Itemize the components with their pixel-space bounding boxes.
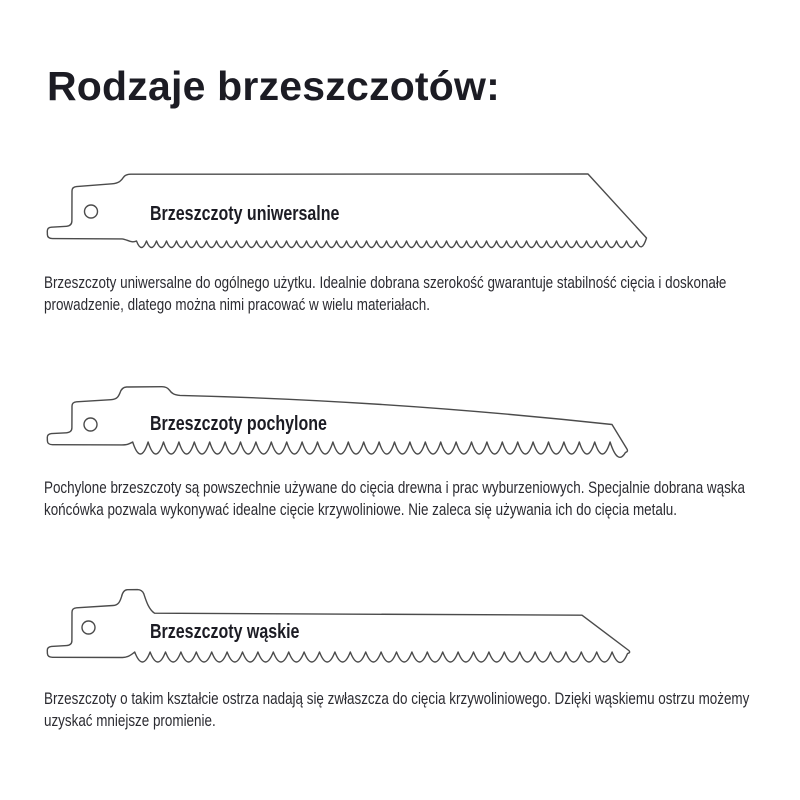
universal-blade-illustration xyxy=(40,158,665,258)
page-title: Rodzaje brzeszczotów: xyxy=(47,63,500,109)
tapered-blade-illustration xyxy=(40,378,640,468)
blade-label-universal: Brzeszczoty uniwersalne xyxy=(150,203,340,225)
blade-outline xyxy=(47,590,629,663)
blade-label-tapered: Brzeszczoty pochylone xyxy=(150,413,327,435)
blade-description-tapered: Pochylone brzeszczoty są powszechnie używane do cięcia drewna i prac wyburzeniowych. Specjalnie dobrana wąska końcówka pozwala wykonywać idealne cięcie krzywoliniowe. Nie zaleca się używania ich do cięcia metalu. xyxy=(44,478,745,519)
blade-description-universal: Brzeszczoty uniwersalne do ogólnego użytku. Idealnie dobrana szerokość gwarantuje stabilność cięcia i doskonałe prowadzenie, dlatego można nimi pracować w wielu materiałach. xyxy=(44,273,727,314)
blade-description-narrow: Brzeszczoty o takim kształcie ostrza nadają się zwłaszcza do cięcia krzywoliniowego. Dzięki wąskiemu ostrzu możemy uzyskać mniejsze promienie. xyxy=(44,689,750,730)
blade-outline xyxy=(47,387,627,458)
narrow-blade-illustration xyxy=(40,582,640,672)
blade-label-narrow: Brzeszczoty wąskie xyxy=(150,621,300,643)
blade-outline xyxy=(47,174,646,248)
